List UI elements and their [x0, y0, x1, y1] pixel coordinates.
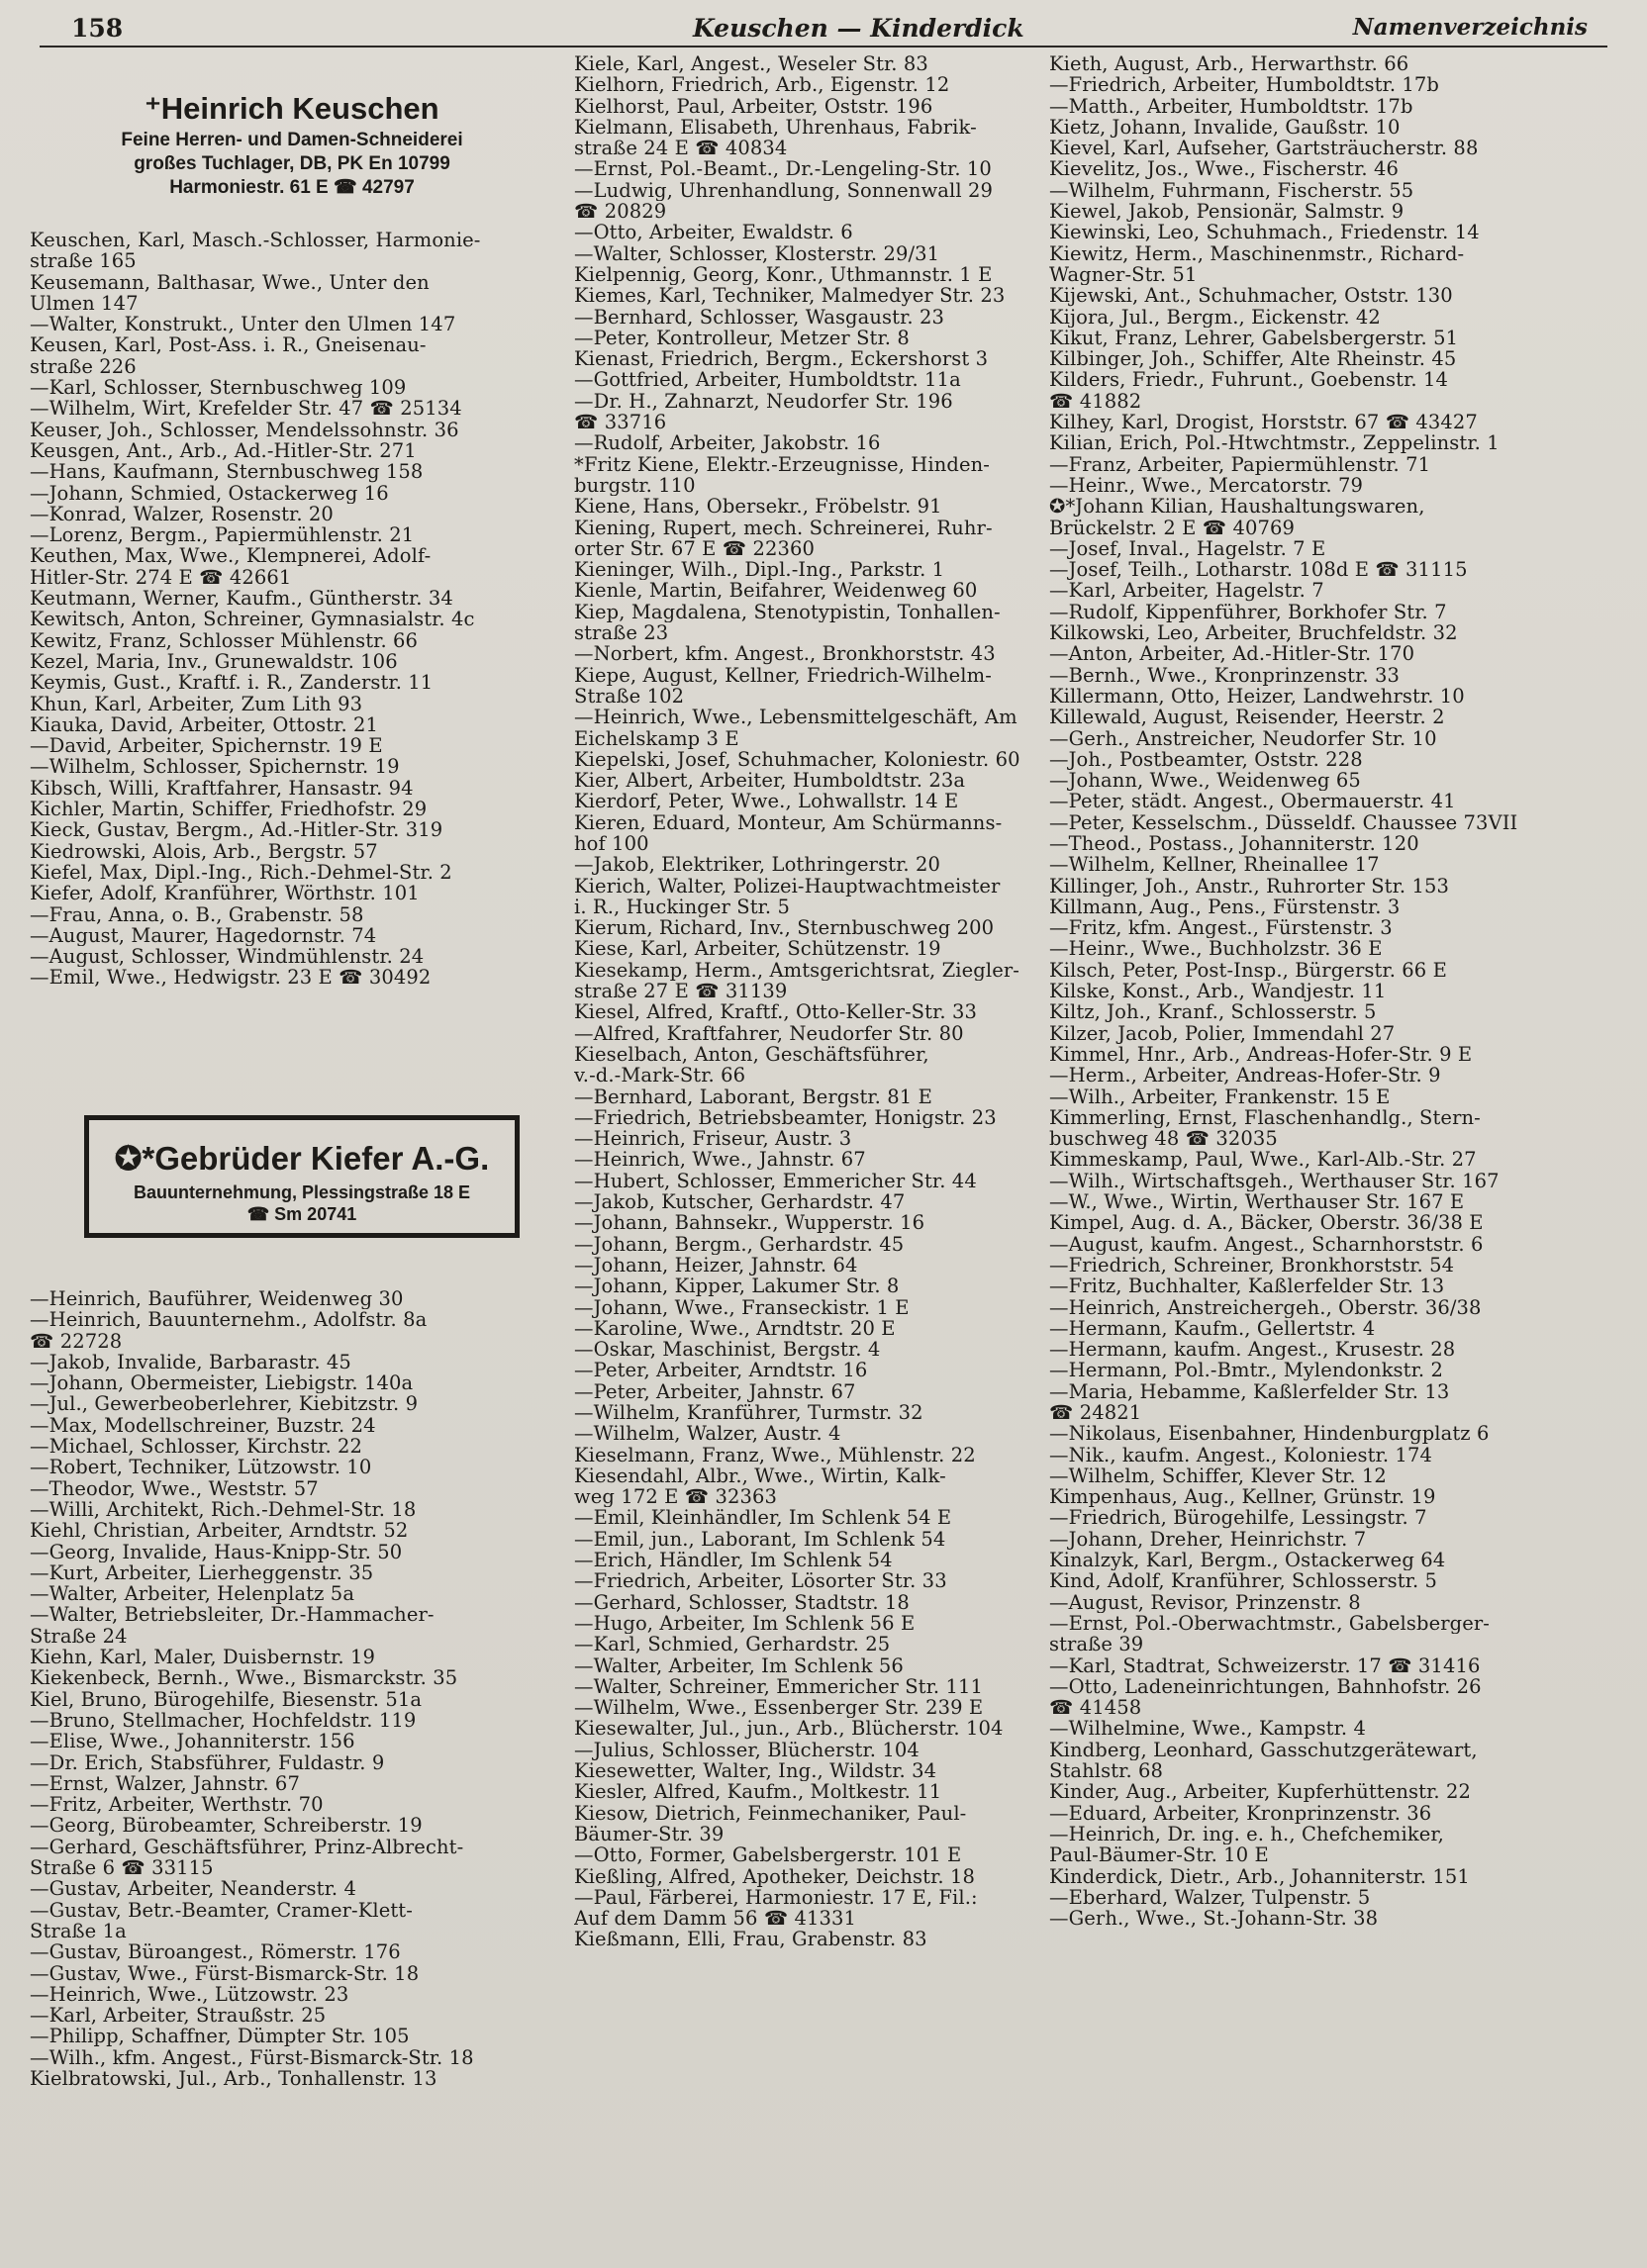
directory-entry: Kilhey, Karl, Drogist, Horststr. 67 ☎ 43427: [1049, 412, 1478, 433]
ad-name: ⁺Heinrich Keuschen: [145, 91, 439, 126]
ad-line: Feine Herren- und Damen-Schneiderei: [121, 130, 463, 150]
directory-entry: —Michael, Schlosser, Kirchstr. 22: [30, 1436, 363, 1458]
directory-entry: Kiewitz, Herm., Maschinenmstr., Richard-: [1049, 242, 1465, 264]
directory-entry: Kier, Albert, Arbeiter, Humboldtstr. 23a: [574, 770, 966, 792]
directory-entry: —August, Maurer, Hagedornstr. 74: [30, 924, 377, 947]
directory-entry: Kiauka, David, Arbeiter, Ottostr. 21: [30, 713, 379, 736]
directory-entry: Kiesow, Dietrich, Feinmechaniker, Paul-: [574, 1802, 967, 1824]
directory-entry: —Heinrich, Bauunternehm., Adolfstr. 8a: [30, 1309, 428, 1331]
directory-entry: —Karl, Schlosser, Sternbuschweg 109: [30, 377, 407, 399]
directory-entry: Kiehl, Christian, Arbeiter, Arndtstr. 52: [30, 1520, 409, 1542]
directory-entry: —Johann, Kipper, Lakumer Str. 8: [574, 1276, 900, 1297]
directory-entry: —Heinrich, Wwe., Jahnstr. 67: [574, 1149, 866, 1171]
directory-entry: Keusen, Karl, Post-Ass. i. R., Gneisenau-: [30, 334, 427, 356]
directory-entry: —Bruno, Stellmacher, Hochfeldstr. 119: [30, 1709, 417, 1732]
directory-entry: —Nikolaus, Eisenbahner, Hindenburgplatz 6: [1049, 1423, 1490, 1445]
directory-entry: Kiewel, Jakob, Pensionär, Salmstr. 9: [1049, 201, 1405, 223]
directory-entry: —Gustav, Wwe., Fürst-Bismarck-Str. 18: [30, 1962, 420, 1984]
directory-entry: ✪*Johann Kilian, Haushaltungswaren,: [1049, 496, 1425, 518]
directory-entry: Kilkowski, Leo, Arbeiter, Bruchfeldstr. 32: [1049, 622, 1458, 644]
directory-entry: ☎ 41458: [1049, 1697, 1142, 1719]
directory-entry: Kiefer, Adolf, Kranführer, Wörthstr. 101: [30, 883, 420, 904]
directory-entry: Killmann, Aug., Pens., Fürstenstr. 3: [1049, 896, 1401, 918]
directory-entry: Kimmel, Hnr., Arb., Andreas-Hofer-Str. 9 E: [1049, 1043, 1473, 1066]
directory-entry: —Wilhelm, Fuhrmann, Fischerstr. 55: [1049, 179, 1414, 202]
directory-entry: Kichler, Martin, Schiffer, Friedhofstr. 29: [30, 799, 428, 820]
directory-entry: —Eberhard, Walzer, Tulpenstr. 5: [1049, 1886, 1371, 1909]
directory-entry: —Paul, Färberei, Harmoniestr. 17 E, Fil.:: [574, 1886, 978, 1909]
directory-entry: —Friedrich, Schreiner, Bronkhorststr. 54: [1049, 1254, 1455, 1276]
directory-entry: —Norbert, kfm. Angest., Bronkhorststr. 43: [574, 643, 996, 665]
directory-entry: —Walter, Konstrukt., Unter den Ulmen 147: [30, 314, 456, 335]
directory-entry: Keuser, Joh., Schlosser, Mendelssohnstr. 36: [30, 419, 459, 440]
directory-entry: —Otto, Ladeneinrichtungen, Bahnhofstr. 26: [1049, 1675, 1482, 1698]
directory-entry: —August, Revisor, Prinzenstr. 8: [1049, 1591, 1361, 1613]
directory-entry: —David, Arbeiter, Spichernstr. 19 E: [30, 735, 383, 757]
directory-entry: Kießmann, Elli, Frau, Grabenstr. 83: [574, 1929, 927, 1950]
directory-entry: —Johann, Heizer, Jahnstr. 64: [574, 1254, 858, 1276]
directory-entry: Kießling, Alfred, Apotheker, Deichstr. 18: [574, 1865, 975, 1887]
directory-entry: —Johann, Schmied, Ostackerweg 16: [30, 482, 389, 504]
directory-entry: Kiekenbeck, Bernh., Wwe., Bismarckstr. 35: [30, 1667, 458, 1689]
directory-entry: Kietz, Johann, Invalide, Gaußstr. 10: [1049, 116, 1401, 139]
directory-entry: —Hermann, Kaufm., Gellertstr. 4: [1049, 1317, 1376, 1340]
directory-entry: Kiepelski, Josef, Schuhmacher, Koloniestr. 60: [574, 748, 1020, 771]
directory-entry: Kieck, Gustav, Bergm., Ad.-Hitler-Str. 319: [30, 819, 443, 841]
directory-entry: —Peter, städt. Angest., Obermauerstr. 41: [1049, 791, 1456, 812]
directory-entry: Kiepe, August, Kellner, Friedrich-Wilhelm-: [574, 664, 992, 686]
directory-entry: —Wilhelm, Schiffer, Klever Str. 12: [1049, 1465, 1387, 1487]
directory-entry: Kieren, Eduard, Monteur, Am Schürmanns-: [574, 811, 1003, 833]
directory-entry: Kibsch, Willi, Kraftfahrer, Hansastr. 94: [30, 777, 414, 800]
directory-entry: Kielbratowski, Jul., Arb., Tonhallenstr. 13: [30, 2067, 437, 2090]
directory-entry: —Karoline, Wwe., Arndtstr. 20 E: [574, 1317, 896, 1340]
directory-entry: Kieninger, Wilh., Dipl.-Ing., Parkstr. 1: [574, 559, 945, 581]
directory-entry: —Johann, Bergm., Gerhardstr. 45: [574, 1233, 905, 1255]
directory-entry: —Gerhard, Schlosser, Stadtstr. 18: [574, 1591, 910, 1613]
directory-entry: —Hermann, kaufm. Angest., Krusestr. 28: [1049, 1339, 1456, 1361]
directory-entry: weg 172 E ☎ 32363: [574, 1486, 777, 1508]
directory-entry: —Walter, Arbeiter, Im Schlenk 56: [574, 1654, 904, 1676]
directory-entry: Keuthen, Max, Wwe., Klempnerei, Adolf-: [30, 545, 432, 567]
directory-entry: —Wilh., Arbeiter, Frankenstr. 15 E: [1049, 1086, 1391, 1107]
directory-entry: —Heinrich, Bauführer, Weidenweg 30: [30, 1288, 404, 1310]
directory-entry: —Gustav, Büroangest., Römerstr. 176: [30, 1941, 401, 1963]
directory-entry: —Theodor, Wwe., Weststr. 57: [30, 1477, 319, 1499]
directory-entry: Kimpenhaus, Aug., Kellner, Grünstr. 19: [1049, 1486, 1436, 1508]
directory-entry: —Nik., kaufm. Angest., Koloniestr. 174: [1049, 1444, 1432, 1465]
directory-entry: —Karl, Stadtrat, Schweizerstr. 17 ☎ 31416: [1049, 1654, 1481, 1676]
directory-entry: Keuschen, Karl, Masch.-Schlosser, Harmonie-: [30, 230, 481, 251]
directory-entry: Keusemann, Balthasar, Wwe., Unter den: [30, 271, 430, 293]
directory-entry: Kind, Adolf, Kranführer, Schlosserstr. 5: [1049, 1570, 1438, 1592]
directory-entry: —Julius, Schlosser, Blücherstr. 104: [574, 1739, 920, 1761]
directory-entry: Kimmerling, Ernst, Flaschenhandlg., Stern-: [1049, 1106, 1481, 1129]
directory-entry: Kewitz, Franz, Schlosser Mühlenstr. 66: [30, 629, 419, 651]
directory-entry: —Jakob, Invalide, Barbarastr. 45: [30, 1351, 351, 1373]
directory-entry: Stahlstr. 68: [1049, 1760, 1164, 1782]
ad-line: Harmoniestr. 61 E ☎ 42797: [169, 177, 415, 198]
directory-entry: —Alfred, Kraftfahrer, Neudorfer Str. 80: [574, 1022, 964, 1044]
directory-entry: Kiewinski, Leo, Schuhmach., Friedenstr. 14: [1049, 222, 1480, 243]
directory-entry: Kindberg, Leonhard, Gasschutzgerätewart,: [1049, 1739, 1478, 1761]
directory-entry: Kielhorst, Paul, Arbeiter, Oststr. 196: [574, 95, 933, 117]
directory-entry: —Robert, Techniker, Lützowstr. 10: [30, 1457, 372, 1478]
header-section-title: Namenverzeichnis: [1352, 14, 1588, 41]
directory-entry: Kiele, Karl, Angest., Weseler Str. 83: [574, 53, 928, 75]
directory-entry: Killinger, Joh., Anstr., Ruhrorter Str. 153: [1049, 875, 1450, 897]
directory-entry: —Frau, Anna, o. B., Grabenstr. 58: [30, 903, 364, 925]
directory-entry: Keymis, Gust., Kraftf. i. R., Zanderstr. 11: [30, 672, 434, 694]
directory-entry: Kijewski, Ant., Schuhmacher, Oststr. 130: [1049, 285, 1453, 307]
directory-entry: —W., Wwe., Wirtin, Werthauser Str. 167 E: [1049, 1191, 1465, 1213]
directory-entry: straße 27 E ☎ 31139: [574, 981, 788, 1002]
column-2: [574, 53, 1039, 1950]
directory-entry: —Karl, Arbeiter, Straußstr. 25: [30, 2005, 327, 2027]
directory-entry: —Wilh., kfm. Angest., Fürst-Bismarck-Str. 18: [30, 2046, 474, 2068]
directory-entry: —Jakob, Kutscher, Gerhardstr. 47: [574, 1191, 906, 1213]
directory-entry: —Herm., Arbeiter, Andreas-Hofer-Str. 9: [1049, 1065, 1441, 1087]
directory-entry: Kierum, Richard, Inv., Sternbuschweg 200: [574, 917, 995, 939]
directory-entry: —Heinrich, Wwe., Lebensmittelgeschäft, Am: [574, 707, 1017, 728]
directory-entry: Kiemes, Karl, Techniker, Malmedyer Str. 23: [574, 285, 1006, 307]
directory-entry: —Wilhelmine, Wwe., Kampstr. 4: [1049, 1718, 1366, 1740]
directory-entry: Kiesekamp, Herm., Amtsgerichtsrat, Ziegler-: [574, 959, 1019, 982]
directory-entry: v.-d.-Mark-Str. 66: [574, 1065, 746, 1087]
directory-entry: Kewitsch, Anton, Schreiner, Gymnasialstr. 4c: [30, 609, 475, 630]
directory-entry: —Hubert, Schlosser, Emmericher Str. 44: [574, 1170, 977, 1192]
directory-entry: Auf dem Damm 56 ☎ 41331: [574, 1908, 857, 1930]
directory-entry: Kiep, Magdalena, Stenotypistin, Tonhallen-: [574, 601, 1001, 623]
directory-entry: Kinalzyk, Karl, Bergm., Ostackerweg 64: [1049, 1550, 1446, 1571]
directory-entry: —Willi, Architekt, Rich.-Dehmel-Str. 18: [30, 1498, 417, 1521]
directory-entry: —Peter, Kesselschm., Düsseldf. Chaussee 73VII: [1049, 811, 1518, 833]
directory-entry: —Jakob, Elektriker, Lothringerstr. 20: [574, 854, 941, 876]
advertisement-keuschen: [30, 89, 554, 200]
directory-entry: —Gerhard, Geschäftsführer, Prinz-Albrecht-: [30, 1836, 464, 1858]
directory-entry: —Maria, Hebamme, Kaßlerfelder Str. 13: [1049, 1380, 1450, 1402]
directory-entry: Kienle, Martin, Beifahrer, Weidenweg 60: [574, 580, 978, 602]
directory-entry: —Friedrich, Arbeiter, Lösorter Str. 33: [574, 1570, 947, 1592]
directory-entry: —Walter, Betriebsleiter, Dr.-Hammacher-: [30, 1604, 435, 1626]
directory-entry: —Emil, jun., Laborant, Im Schlenk 54: [574, 1528, 946, 1551]
directory-entry: Kiese, Karl, Arbeiter, Schützenstr. 19: [574, 938, 941, 960]
directory-entry: —Hans, Kaufmann, Sternbuschweg 158: [30, 461, 424, 483]
directory-entry: Kilzer, Jacob, Polier, Immendahl 27: [1049, 1022, 1396, 1044]
advertisement-kiefer: [84, 1115, 520, 1238]
directory-entry: —August, Schlosser, Windmühlenstr. 24: [30, 946, 425, 968]
directory-entry: —Peter, Arbeiter, Arndtstr. 16: [574, 1360, 868, 1381]
directory-entry: —Lorenz, Bergm., Papiermühlenstr. 21: [30, 524, 415, 546]
directory-entry: —Peter, Arbeiter, Jahnstr. 67: [574, 1380, 856, 1402]
directory-entry: Kimmeskamp, Paul, Wwe., Karl-Alb.-Str. 27: [1049, 1149, 1477, 1171]
directory-entry: Straße 6 ☎ 33115: [30, 1857, 214, 1879]
page-header: [40, 6, 1607, 47]
directory-entry: —Jul., Gewerbeoberlehrer, Kiebitzstr. 9: [30, 1393, 419, 1415]
directory-entry: Bäumer-Str. 39: [574, 1823, 725, 1845]
directory-entry: Kimpel, Aug. d. A., Bäcker, Oberstr. 36/38 E: [1049, 1212, 1484, 1234]
directory-entry: straße 23: [574, 622, 669, 644]
directory-entry: —Heinrich, Dr. ing. e. h., Chefchemiker,: [1049, 1823, 1444, 1845]
directory-entry: Kiesler, Alfred, Kaufm., Moltkestr. 11: [574, 1781, 942, 1803]
directory-entry: Kiene, Hans, Obersekr., Fröbelstr. 91: [574, 496, 942, 518]
directory-entry: Kiesendahl, Albr., Wwe., Wirtin, Kalk-: [574, 1465, 946, 1487]
directory-entry: —Johann, Wwe., Franseckistr. 1 E: [574, 1296, 910, 1318]
column-3: [1049, 53, 1618, 1929]
directory-entry: —Joh., Postbeamter, Oststr. 228: [1049, 748, 1363, 771]
directory-entry: Kiesel, Alfred, Kraftf., Otto-Keller-Str. 33: [574, 1001, 977, 1023]
directory-entry: —Wilhelm, Walzer, Austr. 4: [574, 1423, 841, 1445]
directory-entry: —Wilhelm, Wirt, Krefelder Str. 47 ☎ 25134: [30, 398, 462, 420]
directory-entry: Kiehn, Karl, Maler, Duisbernstr. 19: [30, 1647, 376, 1668]
directory-entry: —Matth., Arbeiter, Humboldtstr. 17b: [1049, 95, 1413, 117]
directory-entry: hof 100: [574, 832, 649, 855]
directory-entry: —Walter, Arbeiter, Helenplatz 5a: [30, 1583, 355, 1605]
directory-entry: Kilian, Erich, Pol.-Htwchtmstr., Zeppelinstr. 1: [1049, 432, 1500, 454]
directory-entry: —Fritz, Arbeiter, Werthstr. 70: [30, 1794, 324, 1816]
directory-entry: Killewald, August, Reisender, Heerstr. 2: [1049, 707, 1445, 728]
directory-entry: —Gustav, Betr.-Beamter, Cramer-Klett-: [30, 1899, 413, 1921]
directory-entry: Khun, Karl, Arbeiter, Zum Lith 93: [30, 693, 363, 714]
directory-entry: ☎ 22728: [30, 1330, 123, 1352]
directory-entry: —Max, Modellschreiner, Buzstr. 24: [30, 1414, 376, 1437]
directory-entry: Kiesewalter, Jul., jun., Arb., Blücherstr. 104: [574, 1718, 1004, 1740]
directory-entry: —August, kaufm. Angest., Scharnhorststr. 6: [1049, 1233, 1484, 1255]
directory-entry: —Gottfried, Arbeiter, Humboldtstr. 11a: [574, 369, 961, 391]
directory-entry: straße 165: [30, 250, 137, 272]
directory-entry: —Hermann, Pol.-Bmtr., Mylendonkstr. 2: [1049, 1360, 1443, 1381]
directory-entry: —Theod., Postass., Johanniterstr. 120: [1049, 832, 1419, 855]
directory-entry: *Fritz Kiene, Elektr.-Erzeugnisse, Hinden-: [574, 453, 990, 475]
directory-entry: —Wilh., Wirtschaftsgeh., Werthauser Str. 167: [1049, 1170, 1500, 1192]
directory-entry: Kiesewetter, Walter, Ing., Wildstr. 34: [574, 1760, 937, 1782]
directory-entry: Kieselmann, Franz, Wwe., Mühlenstr. 22: [574, 1444, 976, 1465]
directory-entry: —Gerh., Wwe., St.-Johann-Str. 38: [1049, 1908, 1379, 1930]
directory-entry: —Heinrich, Wwe., Lützowstr. 23: [30, 1983, 349, 2006]
directory-entry: Kilsch, Peter, Post-Insp., Bürgerstr. 66 E: [1049, 959, 1447, 982]
header-range-title: Keuschen — Kinderdick: [693, 14, 1024, 43]
directory-entry: —Dr. Erich, Stabsführer, Fuldastr. 9: [30, 1751, 385, 1773]
directory-entry: —Karl, Arbeiter, Hagelstr. 7: [1049, 580, 1324, 602]
directory-entry: Eichelskamp 3 E: [574, 727, 739, 749]
ad-line: großes Tuchlager, DB, PK En 10799: [134, 153, 450, 174]
directory-entry: —Philipp, Schaffner, Dümpter Str. 105: [30, 2026, 410, 2047]
directory-entry: Keusgen, Ant., Arb., Ad.-Hitler-Str. 271: [30, 439, 417, 462]
directory-entry: straße 226: [30, 355, 137, 378]
directory-entry: Ulmen 147: [30, 292, 139, 315]
directory-entry: Straße 24: [30, 1625, 128, 1648]
directory-entry: ☎ 20829: [574, 201, 667, 223]
directory-entry: Kieselbach, Anton, Geschäftsführer,: [574, 1043, 929, 1066]
directory-entry: ☎ 33716: [574, 412, 667, 433]
directory-entry: —Bernhard, Laborant, Bergstr. 81 E: [574, 1086, 932, 1107]
directory-entry: Kierdorf, Peter, Wwe., Lohwallstr. 14 E: [574, 791, 959, 812]
directory-entry: —Wilhelm, Kellner, Rheinallee 17: [1049, 854, 1380, 876]
directory-entry: —Georg, Bürobeamter, Schreiberstr. 19: [30, 1815, 423, 1837]
directory-entry: —Elise, Wwe., Johanniterstr. 156: [30, 1731, 355, 1752]
directory-entry: Kilbinger, Joh., Schiffer, Alte Rheinstr. 45: [1049, 348, 1457, 370]
directory-entry: —Ernst, Walzer, Jahnstr. 67: [30, 1772, 300, 1795]
directory-entry: Paul-Bäumer-Str. 10 E: [1049, 1844, 1269, 1866]
directory-entry: —Heinr., Wwe., Buchholzstr. 36 E: [1049, 938, 1383, 960]
page-number: 158: [71, 14, 124, 43]
directory-entry: Kilders, Friedr., Fuhrunt., Goebenstr. 14: [1049, 369, 1448, 391]
directory-entry: Kielmann, Elisabeth, Uhrenhaus, Fabrik-: [574, 116, 977, 139]
directory-entry: —Peter, Kontrolleur, Metzer Str. 8: [574, 327, 910, 349]
directory-entry: ☎ 24821: [1049, 1402, 1142, 1424]
directory-entry: Kinderdick, Dietr., Arb., Johanniterstr. 151: [1049, 1865, 1470, 1887]
directory-entry: —Oskar, Maschinist, Bergstr. 4: [574, 1339, 881, 1361]
directory-entry: —Johann, Bahnsekr., Wupperstr. 16: [574, 1212, 925, 1234]
directory-entry: Killermann, Otto, Heizer, Landwehrstr. 10: [1049, 685, 1465, 708]
directory-entry: —Emil, Kleinhändler, Im Schlenk 54 E: [574, 1507, 952, 1529]
directory-entry: Kiel, Bruno, Bürogehilfe, Biesenstr. 51a: [30, 1688, 423, 1710]
directory-entry: —Ludwig, Uhrenhandlung, Sonnenwall 29: [574, 179, 993, 202]
directory-entry: —Konrad, Walzer, Rosenstr. 20: [30, 503, 334, 525]
directory-entry: —Franz, Arbeiter, Papiermühlenstr. 71: [1049, 453, 1431, 475]
directory-entry: —Fritz, kfm. Angest., Fürstenstr. 3: [1049, 917, 1393, 939]
directory-entry: buschweg 48 ☎ 32035: [1049, 1128, 1278, 1150]
ad-name: ✪*Gebrüder Kiefer A.-G.: [114, 1140, 490, 1177]
directory-entry: ☎ 41882: [1049, 390, 1142, 413]
directory-entry: Kielpennig, Georg, Konr., Uthmannstr. 1 E: [574, 263, 993, 286]
directory-entry: —Ernst, Pol.-Beamt., Dr.-Lengeling-Str. 10: [574, 158, 992, 180]
directory-entry: —Kurt, Arbeiter, Lierheggenstr. 35: [30, 1561, 374, 1584]
directory-entry: Kiedrowski, Alois, Arb., Bergstr. 57: [30, 840, 378, 862]
directory-entry: —Walter, Schlosser, Klosterstr. 29/31: [574, 242, 940, 264]
directory-entry: —Friedrich, Betriebsbeamter, Honigstr. 23: [574, 1106, 997, 1129]
directory-entry: —Johann, Wwe., Weidenweg 65: [1049, 770, 1361, 792]
directory-entry: —Georg, Invalide, Haus-Knipp-Str. 50: [30, 1541, 403, 1562]
directory-entry: Straße 1a: [30, 1920, 127, 1942]
directory-entry: Kikut, Franz, Lehrer, Gabelsbergerstr. 51: [1049, 327, 1459, 349]
directory-entry: —Bernh., Wwe., Kronprinzenstr. 33: [1049, 664, 1400, 686]
directory-entry: —Ernst, Pol.-Oberwachtmstr., Gabelsberger-: [1049, 1612, 1490, 1635]
directory-entry: —Otto, Arbeiter, Ewaldstr. 6: [574, 222, 853, 243]
directory-entry: —Heinrich, Friseur, Austr. 3: [574, 1128, 852, 1150]
directory-entry: —Karl, Schmied, Gerhardstr. 25: [574, 1634, 891, 1655]
directory-entry: —Wilhelm, Schlosser, Spichernstr. 19: [30, 756, 400, 778]
directory-entry: burgstr. 110: [574, 474, 696, 497]
directory-entry: —Heinr., Wwe., Mercatorstr. 79: [1049, 474, 1363, 497]
directory-entry: Kilske, Konst., Arb., Wandjestr. 11: [1049, 981, 1387, 1002]
directory-entry: —Fritz, Buchhalter, Kaßlerfelder Str. 13: [1049, 1276, 1445, 1297]
directory-entry: —Friedrich, Arbeiter, Humboldtstr. 17b: [1049, 74, 1440, 96]
directory-entry: Kiltz, Joh., Kranf., Schlosserstr. 5: [1049, 1001, 1377, 1023]
ad-line: Bauunternehmung, Plessingstraße 18 E: [133, 1182, 471, 1202]
directory-entry: i. R., Huckinger Str. 5: [574, 896, 791, 918]
directory-entry: —Emil, Wwe., Hedwigstr. 23 E ☎ 30492: [30, 967, 432, 989]
directory-entry: Kinder, Aug., Arbeiter, Kupferhüttenstr. 22: [1049, 1781, 1471, 1803]
directory-entry: —Gustav, Arbeiter, Neanderstr. 4: [30, 1878, 356, 1900]
directory-entry: —Josef, Inval., Hagelstr. 7 E: [1049, 537, 1326, 560]
directory-entry: —Rudolf, Arbeiter, Jakobstr. 16: [574, 432, 881, 454]
directory-entry: orter Str. 67 E ☎ 22360: [574, 537, 815, 560]
directory-entry: —Rudolf, Kippenführer, Borkhofer Str. 7: [1049, 601, 1447, 623]
directory-entry: Kieth, August, Arb., Herwarthstr. 66: [1049, 53, 1409, 75]
directory-entry: —Johann, Dreher, Heinrichstr. 7: [1049, 1528, 1367, 1551]
directory-entry: —Josef, Teilh., Lotharstr. 108d E ☎ 31115: [1049, 559, 1468, 581]
directory-entry: Kienast, Friedrich, Bergm., Eckershorst 3: [574, 348, 989, 370]
directory-entry: —Wilhelm, Wwe., Essenberger Str. 239 E: [574, 1697, 984, 1719]
directory-entry: —Johann, Obermeister, Liebigstr. 140a: [30, 1372, 414, 1394]
column-1-block-b: [30, 1288, 564, 2089]
directory-entry: —Hugo, Arbeiter, Im Schlenk 56 E: [574, 1612, 916, 1635]
directory-entry: —Bernhard, Schlosser, Wasgaustr. 23: [574, 306, 944, 328]
directory-entry: Kierich, Walter, Polizei-Hauptwachtmeister: [574, 875, 1001, 897]
directory-entry: —Eduard, Arbeiter, Kronprinzenstr. 36: [1049, 1802, 1432, 1824]
column-1-block-a: [30, 230, 564, 989]
directory-entry: Kiening, Rupert, mech. Schreinerei, Ruhr-: [574, 517, 993, 538]
directory-entry: Kijora, Jul., Bergm., Eickenstr. 42: [1049, 306, 1381, 328]
directory-entry: Kievel, Karl, Aufseher, Gartsträucherstr. 88: [1049, 138, 1479, 159]
directory-entry: Brückelstr. 2 E ☎ 40769: [1049, 517, 1296, 538]
directory-entry: —Otto, Former, Gabelsbergerstr. 101 E: [574, 1844, 962, 1866]
directory-entry: straße 39: [1049, 1634, 1144, 1655]
directory-entry: —Gerh., Anstreicher, Neudorfer Str. 10: [1049, 727, 1437, 749]
directory-entry: Kielhorn, Friedrich, Arb., Eigenstr. 12: [574, 74, 950, 96]
directory-entry: Hitler-Str. 274 E ☎ 42661: [30, 566, 292, 589]
directory-entry: —Friedrich, Bürogehilfe, Lessingstr. 7: [1049, 1507, 1427, 1529]
ad-line: ☎ Sm 20741: [246, 1204, 357, 1224]
directory-entry: Kiefel, Max, Dipl.-Ing., Rich.-Dehmel-Str. 2: [30, 861, 452, 884]
directory-entry: —Dr. H., Zahnarzt, Neudorfer Str. 196: [574, 390, 953, 413]
directory-entry: —Heinrich, Anstreichergeh., Oberstr. 36/38: [1049, 1296, 1482, 1318]
directory-entry: Straße 102: [574, 685, 685, 708]
directory-entry: Kievelitz, Jos., Wwe., Fischerstr. 46: [1049, 158, 1399, 180]
directory-entry: Keutmann, Werner, Kaufm., Güntherstr. 34: [30, 588, 453, 610]
directory-entry: —Walter, Schreiner, Emmericher Str. 111: [574, 1675, 984, 1698]
directory-entry: Kezel, Maria, Inv., Grunewaldstr. 106: [30, 650, 398, 673]
directory-entry: —Erich, Händler, Im Schlenk 54: [574, 1550, 893, 1571]
directory-entry: —Wilhelm, Kranführer, Turmstr. 32: [574, 1402, 923, 1424]
directory-entry: straße 24 E ☎ 40834: [574, 138, 788, 159]
directory-entry: Wagner-Str. 51: [1049, 263, 1198, 286]
directory-entry: —Anton, Arbeiter, Ad.-Hitler-Str. 170: [1049, 643, 1415, 665]
